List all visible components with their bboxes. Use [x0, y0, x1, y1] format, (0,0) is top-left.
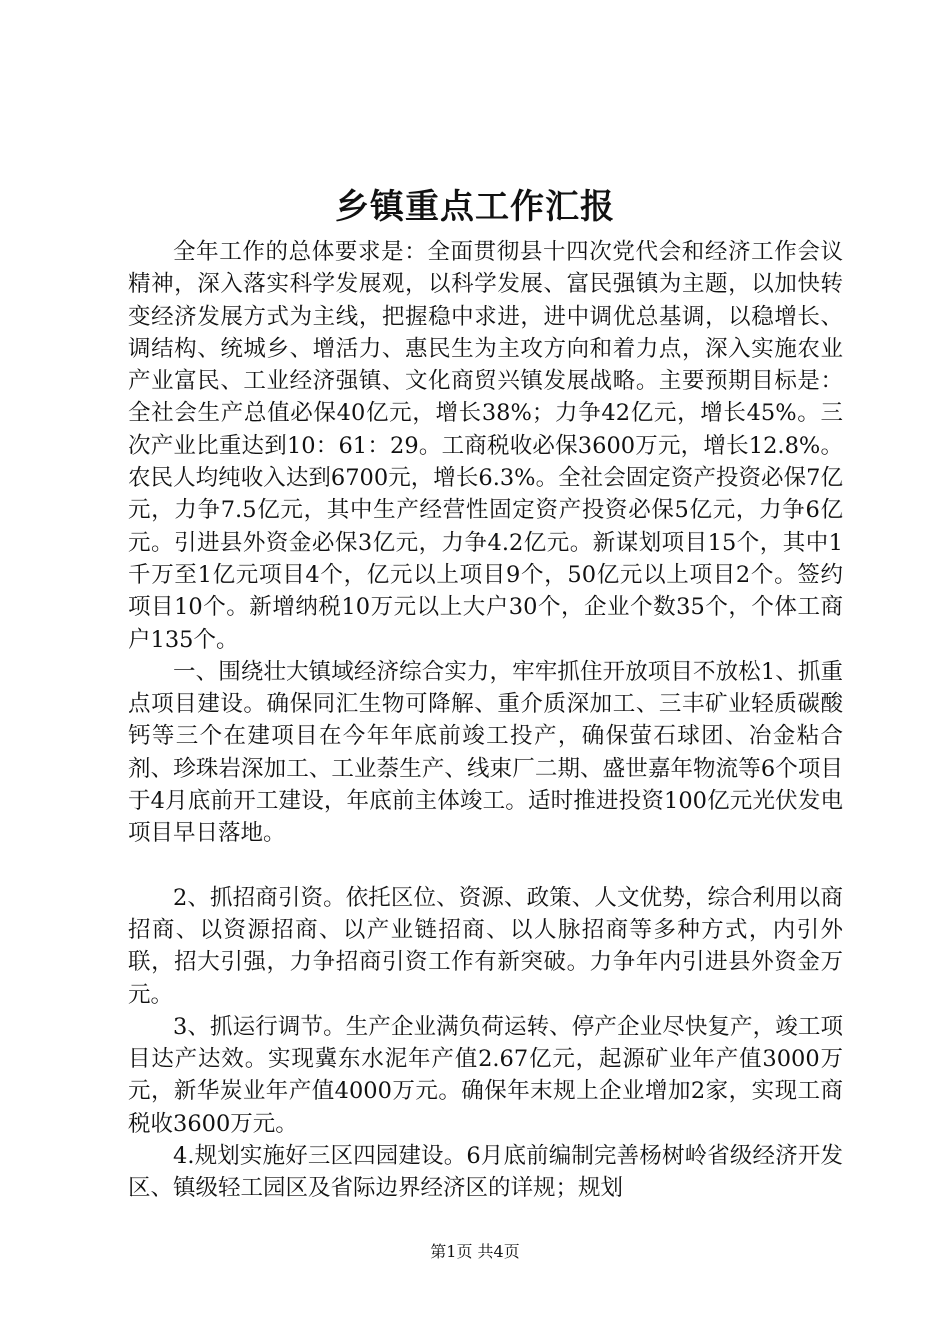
paragraph-overall-requirements: 全年工作的总体要求是：全面贯彻县十四次党代会和经济工作会议精神，深入落实科学发展观，以科学发展、富民强镇为主题，以加快转变经济发展方式为主线，把握稳中求进，进中调优总基调，以稳增长、调结构、统城乡、增活力、惠民生为主攻方向和着力点，深入实施农业产业富民、工业经济强镇、文化商贸兴镇发展战略。主要预期目标是：全社会生产总值必保40亿元，增长38%；力争42亿元，增长45%。三次产业比重达到10：61：29。工商税收必保3600万元，增长12.8%。农民人均纯收入达到6700元，增长6.3%。全社会固定资产投资必保7亿元，力争7.5亿元，其中生产经营性固定资产投资必保5亿元，力争6亿元。引进县外资金必保3亿元，力争4.2亿元。新谋划项目15个，其中1千万至1亿元项目4个，亿元以上项目9个，50亿元以上项目2个。签约项目10个。新增纳税10万元以上大户30个，企业个数35个，个体工商户135个。	[128, 239, 843, 653]
page-footer: 第1页 共4页	[430, 1242, 520, 1261]
paragraph-key-projects: 一、围绕壮大镇域经济综合实力，牢牢抓住开放项目不放松1、抓重点项目建设。确保同汇生物可降解、重介质深加工、三丰矿业轻质碳酸钙等三个在建项目在今年年底前竣工投产，确保萤石球团、冶金粘合剂、珍珠岩深加工、工业萘生产、线束厂二期、盛世嘉年物流等6个项目于4月底前开工建设，年底前主体竣工。适时推进投资100亿元光伏发电项目早日落地。	[128, 658, 843, 847]
paragraph-operation-regulation: 3、抓运行调节。生产企业满负荷运转、停产企业尽快复产，竣工项目达产达效。实现冀东水泥年产值2.67亿元，起源矿业年产值3000万元，新华炭业年产值4000万元。确保年末规上企业增加2家，实现工商税收3600万元。	[128, 1013, 843, 1137]
document-body	[128, 236, 843, 1205]
document-title: 乡镇重点工作汇报	[335, 187, 615, 227]
paragraph-park-planning: 4.规划实施好三区四园建设。6月底前编制完善杨树岭省级经济开发区、镇级轻工园区及省际边界经济区的详规；规划	[128, 1143, 843, 1202]
paragraph-investment-attraction: 2、抓招商引资。依托区位、资源、政策、人文优势，综合利用以商招商、以资源招商、以产业链招商、以人脉招商等多种方式，内引外联，招大引强，力争招商引资工作有新突破。力争年内引进县外资金万元。	[128, 884, 843, 1008]
